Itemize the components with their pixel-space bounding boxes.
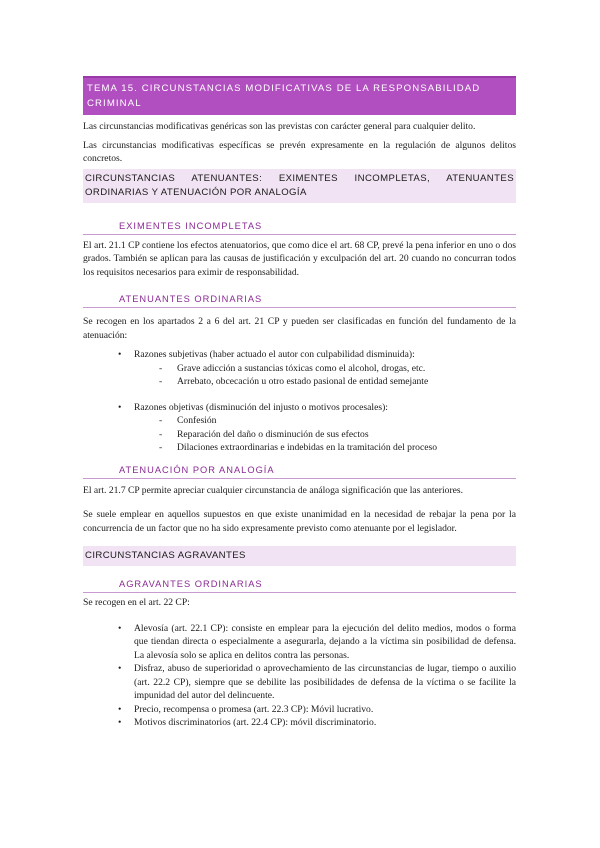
bullet-icon: •	[118, 622, 122, 634]
dash-icon: -	[159, 362, 163, 374]
bullet-icon: •	[118, 717, 122, 728]
bullet-icon: •	[118, 703, 122, 715]
eximentes-title: EXIMENTES INCOMPLETAS	[83, 220, 516, 235]
agravantes-list	[83, 622, 516, 730]
dash-icon: -	[159, 376, 163, 387]
list-item: • Precio, recompensa o promesa (art. 22.3 CP): Móvil lucrativo.	[118, 703, 374, 715]
list-item: • Razones subjetivas (haber actuado el autor con culpabilidad disminuida):	[118, 349, 415, 360]
analogia-text-2: Se suele emplear en aquellos supuestos en que existe unanimidad en la necesidad de rebajar la pena por la concurrencia de un factor que no ha sido expresamente previsto como atenuante por el legislador.	[83, 509, 516, 534]
list-item: • Alevosía (art. 22.1 CP): consiste en emplear para la ejecución del delito medios, modos o forma que tiendan directa o especialmente a asegurarla, dejando a la víctima sin posibilidad de defensa. La alevosía solo se aplica en delitos contra las personas.	[118, 622, 516, 661]
list-item: • Motivos discriminatorios (art. 22.4 CP): móvil discriminatorio.	[118, 717, 377, 728]
razones-objetivas-list	[83, 401, 516, 455]
eximentes-text: El art. 21.1 CP contiene los efectos atenuatorios, que como dice el art. 68 CP, prevé la pena inferior en uno o dos grados. También se aplican para las causas de justificación y exculpación del art. 20 cuando no concurran todos los requisitos necesarios para eximir de responsabilidad.	[83, 239, 516, 278]
agravantes-ordinarias-title: AGRAVANTES ORDINARIAS	[83, 578, 516, 593]
agravantes-ordinarias-text: Se recogen en el art. 22 CP:	[83, 597, 190, 608]
analogia-text-1: El art. 21.7 CP permite apreciar cualquier circunstancia de análoga significación que las anteriores.	[83, 484, 464, 496]
list-item: - Grave adicción a sustancias tóxicas como el alcohol, drogas, etc.	[159, 362, 426, 374]
bullet-icon: •	[118, 349, 122, 360]
intro-paragraph-1: Las circunstancias modificativas genéricas son las previstas con carácter general para cualquier delito.	[83, 121, 476, 132]
bullet-icon: •	[118, 663, 122, 674]
main-title: TEMA 15. CIRCUNSTANCIAS MODIFICATIVAS DE LA RESPONSABILIDAD CRIMINAL	[83, 76, 516, 115]
list-item: • Razones objetivas (disminución del injusto o motivos procesales):	[118, 401, 388, 413]
dash-icon: -	[159, 428, 163, 440]
section-atenuantes-title: CIRCUNSTANCIAS ATENUANTES: EXIMENTES INCOMPLETAS, ATENUANTES ORDINARIAS Y ATENUACIÓN POR ANALOGÍA	[83, 169, 516, 203]
atenuacion-analogia-title: ATENUACIÓN POR ANALOGÍA	[83, 464, 516, 479]
razones-subjetivas-list	[83, 348, 516, 389]
atenuantes-ordinarias-title: ATENUANTES ORDINARIAS	[83, 293, 516, 308]
list-item: - Confesión	[159, 415, 217, 426]
bullet-icon: •	[118, 401, 122, 413]
section-agravantes-title: CIRCUNSTANCIAS AGRAVANTES	[83, 546, 516, 566]
list-item: • Disfraz, abuso de superioridad o aprovechamiento de las circunstancias de lugar, tiempo o auxilio (art. 22.2 CP), siempre que se debilite las posibilidades de defensa de la víctima o se facilite la impunidad del autor del delincuente.	[118, 663, 516, 701]
list-item: - Dilaciones extraordinarias e indebidas en la tramitación del proceso	[159, 442, 437, 453]
list-item: - Arrebato, obcecación u otro estado pasional de entidad semejante	[159, 376, 429, 387]
atenuantes-ordinarias-text: Se recogen en los apartados 2 a 6 del art. 21 CP y pueden ser clasificadas en función del fundamento de la atenuación:	[83, 316, 516, 341]
intro-paragraph-2: Las circunstancias modificativas específicas se prevén expresamente en la regulación de algunos delitos concretos.	[83, 139, 516, 164]
dash-icon: -	[159, 415, 163, 426]
document-page	[83, 76, 516, 730]
dash-icon: -	[159, 442, 163, 453]
list-item: - Reparación del daño o disminución de sus efectos	[159, 428, 369, 440]
